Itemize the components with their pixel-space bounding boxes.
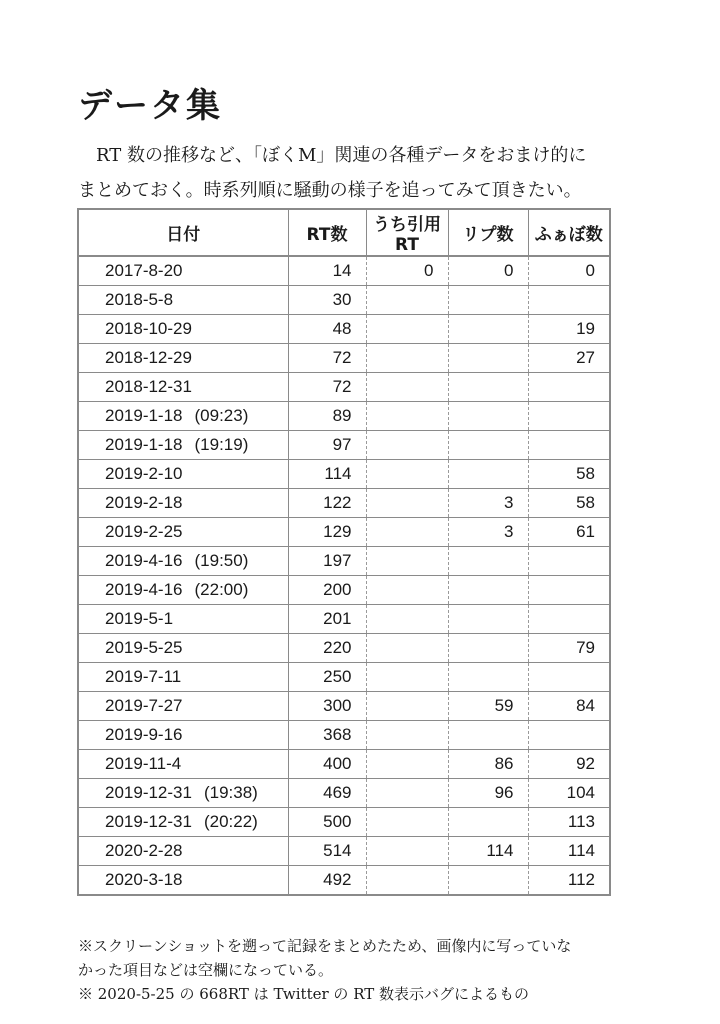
cell-reply: 3 bbox=[448, 518, 528, 547]
cell-quote-rt bbox=[366, 344, 448, 373]
time-text: (09:23) bbox=[194, 406, 249, 425]
cell-fav bbox=[528, 402, 610, 431]
header-fav: ふぁぼ数 bbox=[528, 209, 610, 256]
cell-date bbox=[78, 721, 288, 750]
cell-rt: 492 bbox=[288, 866, 366, 896]
cell-date bbox=[78, 460, 288, 489]
date-text: 2019-5-1 bbox=[105, 609, 174, 628]
cell-date bbox=[78, 779, 288, 808]
cell-rt: 129 bbox=[288, 518, 366, 547]
cell-date bbox=[78, 315, 288, 344]
cell-rt: 48 bbox=[288, 315, 366, 344]
cell-date bbox=[78, 373, 288, 402]
cell-rt: 300 bbox=[288, 692, 366, 721]
time-text: (20:22) bbox=[203, 812, 258, 831]
footnotes bbox=[78, 934, 638, 1006]
table-row bbox=[78, 547, 610, 576]
cell-reply: 114 bbox=[448, 837, 528, 866]
cell-rt: 72 bbox=[288, 344, 366, 373]
cell-fav bbox=[528, 286, 610, 315]
footnote-line: かった項目などは空欄になっている。 bbox=[78, 961, 334, 979]
cell-rt: 89 bbox=[288, 402, 366, 431]
date-text: 2019-2-18 bbox=[105, 493, 183, 512]
cell-fav: 92 bbox=[528, 750, 610, 779]
cell-reply: 86 bbox=[448, 750, 528, 779]
intro-line: まとめておく。時系列順に騒動の様子を追ってみて頂きたい。 bbox=[78, 180, 582, 201]
table-row bbox=[78, 721, 610, 750]
cell-quote-rt bbox=[366, 402, 448, 431]
cell-fav bbox=[528, 576, 610, 605]
date-text: 2019-2-10 bbox=[105, 464, 183, 483]
date-text: 2018-5-8 bbox=[105, 290, 174, 309]
page-title: データ集 bbox=[78, 86, 222, 126]
cell-quote-rt bbox=[366, 373, 448, 402]
cell-date bbox=[78, 837, 288, 866]
intro-text bbox=[78, 138, 638, 208]
date-text: 2018-12-31 bbox=[105, 377, 192, 396]
date-text: 2019-1-18 bbox=[105, 406, 183, 425]
cell-fav bbox=[528, 663, 610, 692]
date-text: 2019-12-31 bbox=[105, 783, 192, 802]
cell-rt: 200 bbox=[288, 576, 366, 605]
date-text: 2019-5-25 bbox=[105, 638, 183, 657]
data-table bbox=[77, 208, 611, 896]
cell-date bbox=[78, 431, 288, 460]
time-text: (22:00) bbox=[194, 580, 249, 599]
cell-quote-rt bbox=[366, 518, 448, 547]
cell-rt: 514 bbox=[288, 837, 366, 866]
date-text: 2019-7-11 bbox=[105, 667, 182, 686]
cell-quote-rt bbox=[366, 315, 448, 344]
cell-fav: 19 bbox=[528, 315, 610, 344]
cell-reply: 3 bbox=[448, 489, 528, 518]
cell-rt: 250 bbox=[288, 663, 366, 692]
cell-date bbox=[78, 518, 288, 547]
date-text: 2019-7-27 bbox=[105, 696, 183, 715]
cell-date bbox=[78, 692, 288, 721]
cell-reply bbox=[448, 286, 528, 315]
cell-rt: 400 bbox=[288, 750, 366, 779]
date-text: 2018-12-29 bbox=[105, 348, 192, 367]
table-row bbox=[78, 373, 610, 402]
table-row bbox=[78, 576, 610, 605]
date-text: 2018-10-29 bbox=[105, 319, 192, 338]
date-text: 2019-2-25 bbox=[105, 522, 183, 541]
cell-quote-rt bbox=[366, 605, 448, 634]
cell-quote-rt bbox=[366, 721, 448, 750]
cell-fav: 113 bbox=[528, 808, 610, 837]
cell-fav: 84 bbox=[528, 692, 610, 721]
cell-date bbox=[78, 344, 288, 373]
cell-fav: 104 bbox=[528, 779, 610, 808]
date-text: 2020-3-18 bbox=[105, 870, 183, 889]
cell-rt: 30 bbox=[288, 286, 366, 315]
cell-reply bbox=[448, 460, 528, 489]
cell-reply bbox=[448, 663, 528, 692]
cell-reply bbox=[448, 808, 528, 837]
cell-quote-rt bbox=[366, 779, 448, 808]
cell-quote-rt bbox=[366, 460, 448, 489]
header-reply: リプ数 bbox=[448, 209, 528, 256]
cell-date bbox=[78, 256, 288, 286]
cell-quote-rt bbox=[366, 663, 448, 692]
table-row bbox=[78, 605, 610, 634]
cell-fav: 61 bbox=[528, 518, 610, 547]
footnote-line: ※ 2020-5-25 の 668RT は Twitter の RT 数表示バグによるもの bbox=[78, 985, 529, 1003]
cell-date bbox=[78, 634, 288, 663]
cell-reply bbox=[448, 547, 528, 576]
cell-fav: 0 bbox=[528, 256, 610, 286]
date-text: 2019-4-16 bbox=[105, 580, 183, 599]
cell-fav bbox=[528, 721, 610, 750]
cell-quote-rt bbox=[366, 837, 448, 866]
cell-fav bbox=[528, 605, 610, 634]
table-row bbox=[78, 663, 610, 692]
table-row bbox=[78, 431, 610, 460]
cell-reply bbox=[448, 344, 528, 373]
cell-quote-rt bbox=[366, 866, 448, 896]
cell-fav: 27 bbox=[528, 344, 610, 373]
cell-reply bbox=[448, 373, 528, 402]
cell-fav: 114 bbox=[528, 837, 610, 866]
table-row bbox=[78, 808, 610, 837]
cell-reply: 0 bbox=[448, 256, 528, 286]
cell-rt: 14 bbox=[288, 256, 366, 286]
table-row bbox=[78, 489, 610, 518]
cell-rt: 72 bbox=[288, 373, 366, 402]
date-text: 2019-1-18 bbox=[105, 435, 183, 454]
date-text: 2017-8-20 bbox=[105, 261, 183, 280]
cell-reply bbox=[448, 402, 528, 431]
cell-quote-rt bbox=[366, 489, 448, 518]
cell-fav bbox=[528, 373, 610, 402]
table-row bbox=[78, 779, 610, 808]
cell-quote-rt bbox=[366, 547, 448, 576]
cell-fav bbox=[528, 431, 610, 460]
cell-rt: 220 bbox=[288, 634, 366, 663]
table-row bbox=[78, 256, 610, 286]
cell-reply bbox=[448, 315, 528, 344]
intro-line: RT 数の推移など、「ぼくM」関連の各種データをおまけ的に bbox=[96, 145, 587, 166]
date-text: 2019-12-31 bbox=[105, 812, 192, 831]
cell-reply: 59 bbox=[448, 692, 528, 721]
cell-date bbox=[78, 605, 288, 634]
cell-date bbox=[78, 547, 288, 576]
table-row bbox=[78, 402, 610, 431]
date-text: 2019-9-16 bbox=[105, 725, 183, 744]
date-text: 2019-4-16 bbox=[105, 551, 183, 570]
cell-quote-rt bbox=[366, 634, 448, 663]
table-row bbox=[78, 344, 610, 373]
cell-rt: 97 bbox=[288, 431, 366, 460]
cell-rt: 201 bbox=[288, 605, 366, 634]
cell-quote-rt bbox=[366, 750, 448, 779]
cell-quote-rt bbox=[366, 808, 448, 837]
cell-reply bbox=[448, 634, 528, 663]
cell-date bbox=[78, 808, 288, 837]
cell-fav bbox=[528, 547, 610, 576]
cell-quote-rt bbox=[366, 576, 448, 605]
cell-quote-rt bbox=[366, 286, 448, 315]
cell-quote-rt: 0 bbox=[366, 256, 448, 286]
cell-rt: 197 bbox=[288, 547, 366, 576]
table-row bbox=[78, 460, 610, 489]
date-text: 2019-11-4 bbox=[105, 754, 182, 773]
table-header-row bbox=[78, 209, 610, 256]
header-rt: RT数 bbox=[288, 209, 366, 256]
header-date: 日付 bbox=[78, 209, 288, 256]
cell-date bbox=[78, 663, 288, 692]
cell-rt: 122 bbox=[288, 489, 366, 518]
footnote-line: ※スクリーンショットを遡って記録をまとめたため、画像内に写っていな bbox=[78, 937, 572, 955]
cell-reply bbox=[448, 431, 528, 460]
cell-date bbox=[78, 576, 288, 605]
cell-reply bbox=[448, 576, 528, 605]
cell-quote-rt bbox=[366, 431, 448, 460]
cell-rt: 368 bbox=[288, 721, 366, 750]
cell-date bbox=[78, 866, 288, 896]
cell-date bbox=[78, 489, 288, 518]
cell-reply bbox=[448, 721, 528, 750]
header-quote-rt: うち引用RT bbox=[366, 209, 448, 256]
cell-reply bbox=[448, 866, 528, 896]
table-row bbox=[78, 634, 610, 663]
time-text: (19:38) bbox=[203, 783, 258, 802]
time-text: (19:19) bbox=[194, 435, 249, 454]
table-row bbox=[78, 315, 610, 344]
cell-reply bbox=[448, 605, 528, 634]
cell-date bbox=[78, 286, 288, 315]
cell-quote-rt bbox=[366, 692, 448, 721]
cell-rt: 500 bbox=[288, 808, 366, 837]
cell-reply: 96 bbox=[448, 779, 528, 808]
cell-date bbox=[78, 402, 288, 431]
time-text: (19:50) bbox=[194, 551, 249, 570]
cell-fav: 58 bbox=[528, 460, 610, 489]
date-text: 2020-2-28 bbox=[105, 841, 183, 860]
table-row bbox=[78, 518, 610, 547]
table-row bbox=[78, 866, 610, 896]
cell-rt: 114 bbox=[288, 460, 366, 489]
cell-fav: 112 bbox=[528, 866, 610, 896]
cell-fav: 79 bbox=[528, 634, 610, 663]
table-row bbox=[78, 750, 610, 779]
cell-date bbox=[78, 750, 288, 779]
cell-fav: 58 bbox=[528, 489, 610, 518]
table-row bbox=[78, 837, 610, 866]
cell-rt: 469 bbox=[288, 779, 366, 808]
table-row bbox=[78, 286, 610, 315]
table-row bbox=[78, 692, 610, 721]
